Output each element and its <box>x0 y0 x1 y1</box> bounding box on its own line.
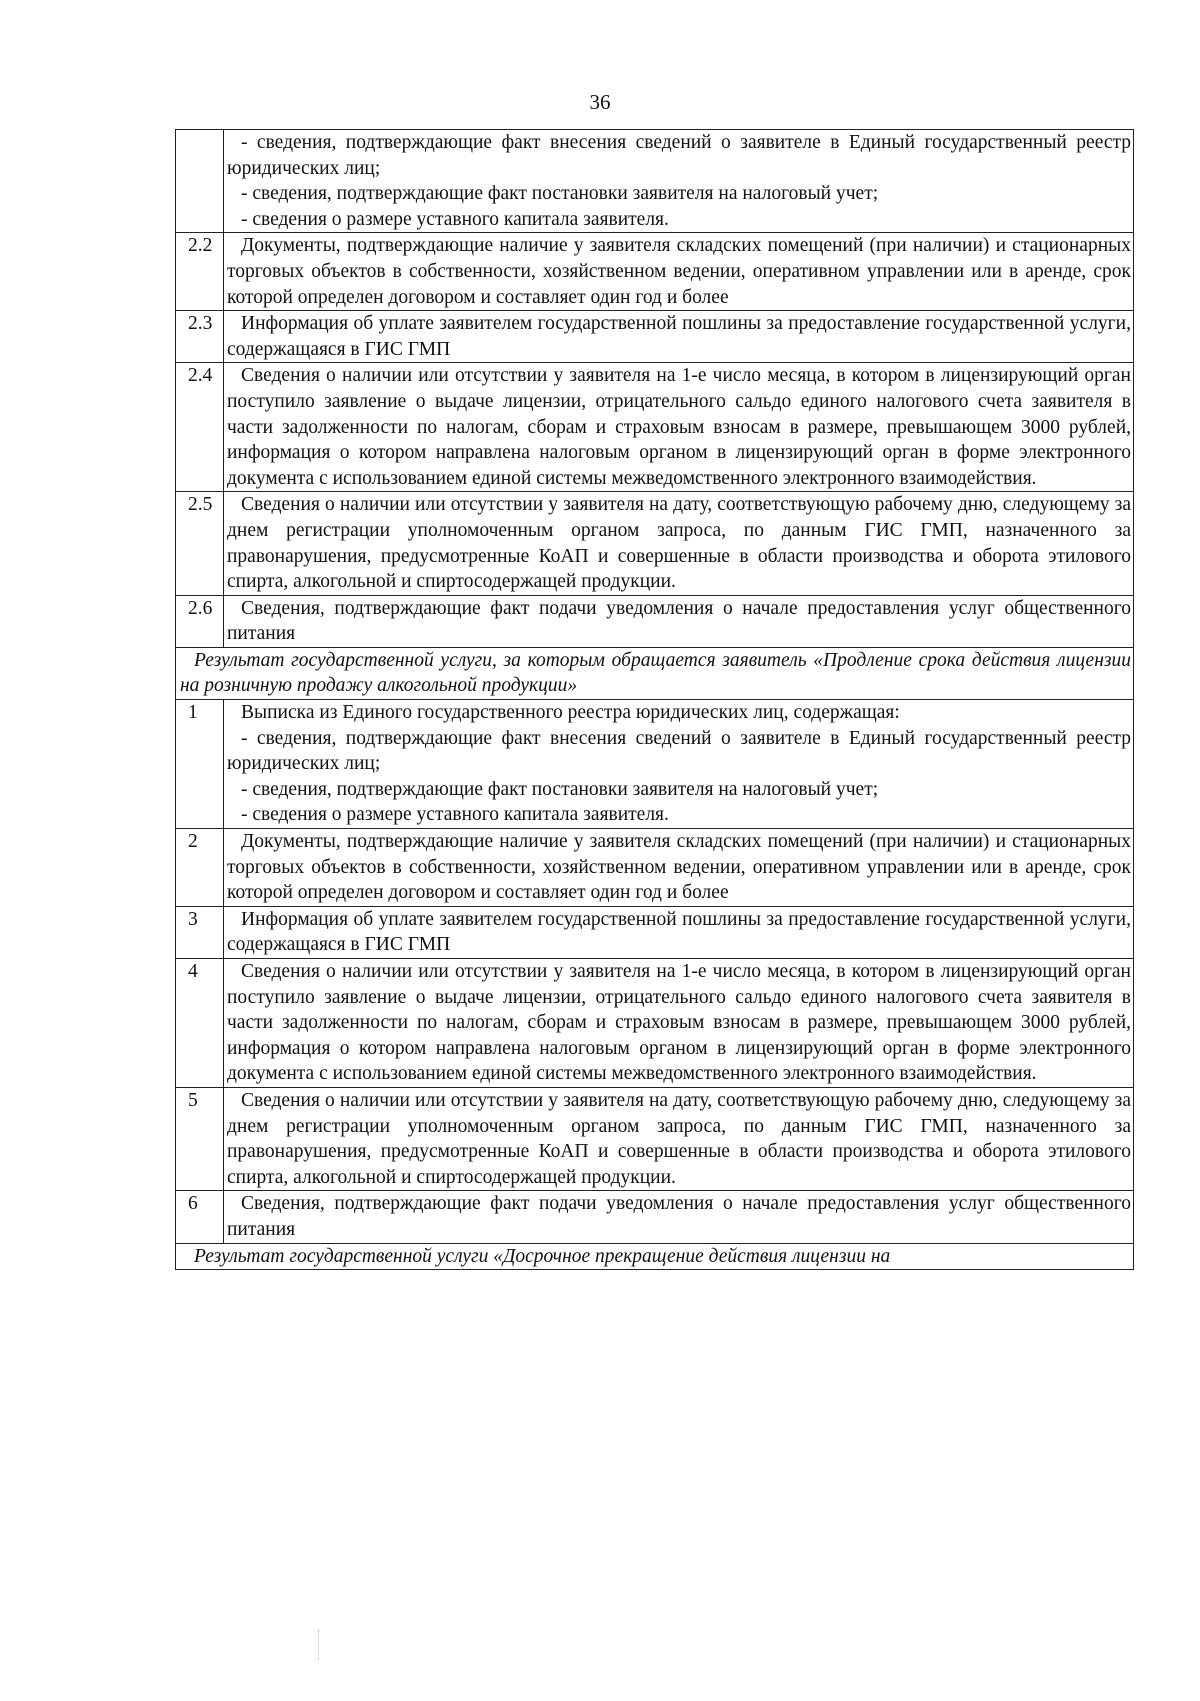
row-content <box>224 829 1134 907</box>
table-row <box>176 130 1134 233</box>
row-number <box>176 130 224 233</box>
row-number: 2.4 <box>176 363 224 492</box>
row-paragraph: - сведения о размере уставного капитала заявителя. <box>241 804 669 826</box>
section-heading-row <box>176 647 1134 699</box>
row-paragraph: - сведения, подтверждающие факт внесения сведений о заявителе в Единый государственный реестр юридических лиц; <box>227 727 1131 775</box>
row-number: 6 <box>176 1191 224 1243</box>
row-paragraph: Сведения о наличии или отсутствии у заявителя на дату, соответствующую рабочему дню, следующему за днем регистрации уполномоченным органом запроса, по данным ГИС ГМП, назначенного за правонарушения, предусмотренные КоАП и совершенные в области производства и оборота этилового спирта, алкогольной и спиртосодержащей продукции. <box>227 494 1131 593</box>
row-number: 1 <box>176 700 224 829</box>
row-paragraph: - сведения о размере уставного капитала заявителя. <box>241 208 669 230</box>
row-content <box>224 1087 1134 1190</box>
row-number: 3 <box>176 906 224 958</box>
row-number: 2.5 <box>176 492 224 595</box>
row-paragraph: Документы, подтверждающие наличие у заявителя складских помещений (при наличии) и стационарных торговых объектов в собственности, хозяйственном ведении, оперативном управлении или в аренде, срок которой определен договором и составляет один год и более <box>227 831 1131 904</box>
row-paragraph: Сведения, подтверждающие факт подачи уведомления о начале предоставления услуг общественного питания <box>227 1193 1131 1240</box>
row-paragraph: - сведения, подтверждающие факт постановки заявителя на налоговый учет; <box>241 778 879 800</box>
page-number: 36 <box>589 90 611 114</box>
row-paragraph: Информация об уплате заявителем государственной пошлины за предоставление государственной услуги, содержащаяся в ГИС ГМП <box>227 313 1131 360</box>
section-heading-text: Результат государственной услуги «Досрочное прекращение действия лицензии на <box>194 1245 891 1267</box>
table-row <box>176 233 1134 311</box>
section-heading <box>176 1243 1134 1270</box>
table-row <box>176 1087 1134 1190</box>
table-row <box>176 829 1134 907</box>
scan-artifact <box>318 1630 321 1660</box>
row-paragraph: Сведения, подтверждающие факт подачи уведомления о начале предоставления услуг общественного питания <box>227 597 1131 645</box>
row-number: 2 <box>176 829 224 907</box>
row-content <box>224 700 1134 829</box>
row-number: 2.6 <box>176 595 224 647</box>
row-number: 2.2 <box>176 233 224 311</box>
row-content <box>224 130 1134 233</box>
row-paragraph: Сведения о наличии или отсутствии у заявителя на дату, соответствующую рабочему дню, следующему за днем регистрации уполномоченным органом запроса, по данным ГИС ГМП, назначенного за правонарушения, предусмотренные КоАП и совершенные в области производства и оборота этилового спирта, алкогольной и спиртосодержащей продукции. <box>227 1089 1131 1188</box>
table-row <box>176 492 1134 595</box>
section-heading-text: Результат государственной услуги, за которым обращается заявитель «Продление срока действия лицензии на розничную продажу алкогольной продукции» <box>180 649 1131 697</box>
document-table <box>175 129 1134 1270</box>
row-number: 4 <box>176 959 224 1088</box>
table-row <box>176 1191 1134 1243</box>
row-paragraph: - сведения, подтверждающие факт постановки заявителя на налоговый учет; <box>241 183 879 205</box>
table-row <box>176 363 1134 492</box>
row-content <box>224 959 1134 1088</box>
row-content <box>224 492 1134 595</box>
row-paragraph: - сведения, подтверждающие факт внесения сведений о заявителе в Единый государственный реестр юридических лиц; <box>227 132 1131 179</box>
row-number: 5 <box>176 1087 224 1190</box>
section-heading <box>176 647 1134 699</box>
table-row <box>176 700 1134 829</box>
row-paragraph: Документы, подтверждающие наличие у заявителя складских помещений (при наличии) и стационарных торговых объектов в собственности, хозяйственном ведении, оперативном управлении или в аренде, срок которой определен договором и составляет один год и более <box>227 235 1131 308</box>
table-row <box>176 906 1134 958</box>
row-content <box>224 311 1134 363</box>
row-content <box>224 595 1134 647</box>
row-paragraph: Выписка из Единого государственного реестра юридических лиц, содержащая: <box>241 702 900 724</box>
table-row <box>176 311 1134 363</box>
row-content <box>224 1191 1134 1243</box>
row-paragraph: Информация об уплате заявителем государственной пошлины за предоставление государственной услуги, содержащаяся в ГИС ГМП <box>227 908 1131 956</box>
row-number: 2.3 <box>176 311 224 363</box>
row-paragraph: Сведения о наличии или отсутствии у заявителя на 1-е число месяца, в котором в лицензирующий орган поступило заявление о выдаче лицензии, отрицательного сальдо единого налогового счета заявителя в части задолженности по налогам, сборам и страховым взносам в размере, превышающем 3000 рублей, информация о котором направлена налоговым органом в лицензирующий орган в форме электронного документа с использованием единой системы межведомственного электронного взаимодействия. <box>227 365 1131 489</box>
row-paragraph: Сведения о наличии или отсутствии у заявителя на 1-е число месяца, в котором в лицензирующий орган поступило заявление о выдаче лицензии, отрицательного сальдо единого налогового счета заявителя в части задолженности по налогам, сборам и страховым взносам в размере, превышающем 3000 рублей, информация о котором направлена налоговым органом в лицензирующий орган в форме электронного документа с использованием единой системы межведомственного электронного взаимодействия. <box>227 961 1131 1085</box>
row-content <box>224 906 1134 958</box>
row-content <box>224 233 1134 311</box>
section-heading-row <box>176 1243 1134 1270</box>
row-content <box>224 363 1134 492</box>
table-row <box>176 595 1134 647</box>
table-row <box>176 959 1134 1088</box>
